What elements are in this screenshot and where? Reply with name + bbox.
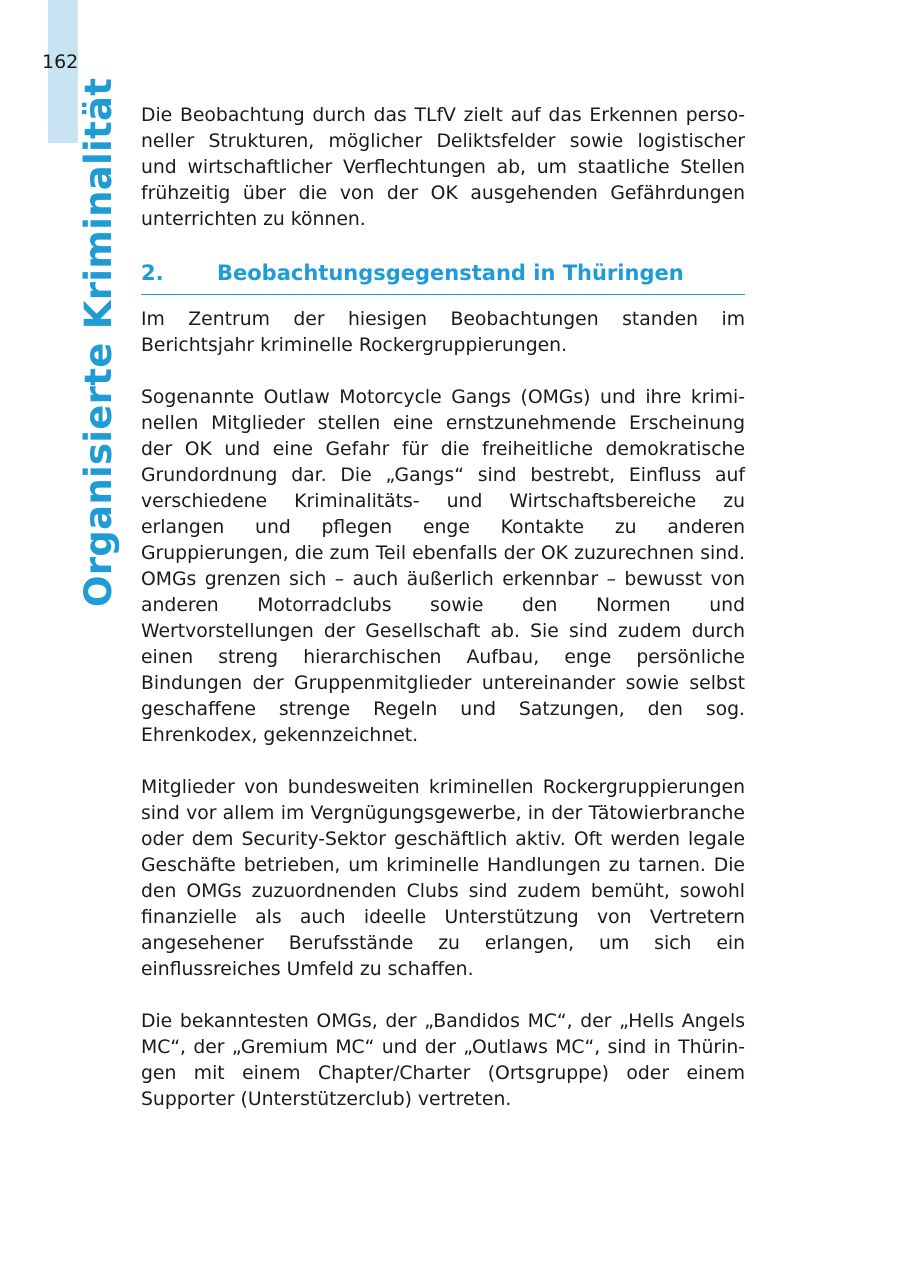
page-number: 162 bbox=[42, 51, 79, 73]
section-label: Organisierte Kriminalität bbox=[77, 77, 120, 607]
heading-title: Beobachtungsgegenstand in Thüringen bbox=[217, 261, 684, 285]
paragraph: Sogenannte Outlaw Motorcycle Gangs (OMGs) und ihre kriminellen Mitglieder stellen eine ernstzunehmende Erscheinung der OK und eine Gefahr für die freiheitliche demokratische Grundordnung dar. Die „Gangs“ sind bestrebt, Einfluss auf verschiedene Kriminalitäts- und Wirtschaftsbereiche zu erlangen und pflegen enge Kontakte zu anderen Gruppierungen, die zum Teil ebenfalls der OK zuzurechnen sind. OMGs grenzen sich – auch äußerlich erkennbar – bewusst von anderen Motorradclubs sowie den Normen und Wertvorstellungen der Gesellschaft ab. Sie sind zudem durch einen streng hierarchischen Aufbau, enge persönliche Bindungen der Gruppenmitglieder untereinander sowie selbst geschaffene strenge Regeln und Satzungen, den sog. Ehrenkodex, gekennzeichnet. bbox=[141, 387, 745, 746]
main-content bbox=[141, 103, 745, 1139]
intro-paragraph: Die Beobachtung durch das TLfV zielt auf das Erkennen personeller Strukturen, möglicher Deliktsfelder sowie logistischer und wirtschaftlicher Verflechtungen ab, um staatliche Stellen frühzeitig über die von der OK ausgehenden Gefährdungen unterrichten zu können. bbox=[141, 105, 745, 230]
heading-number: 2. bbox=[141, 261, 164, 285]
paragraph: Im Zentrum der hiesigen Beobachtungen standen im Berichtsjahr kriminelle Rockergruppierungen. bbox=[141, 309, 745, 356]
section-heading bbox=[141, 259, 745, 295]
paragraph: Die bekanntesten OMGs, der „Bandidos MC“, der „Hells Angels MC“, der „Gremium MC“ und der „Outlaws MC“, sind in Thüringen mit einem Chapter/Charter (Ortsgruppe) oder einem Supporter (Unterstützerclub) vertreten. bbox=[141, 1011, 745, 1110]
paragraph: Mitglieder von bundesweiten kriminellen Rockergruppierungen sind vor allem im Vergnügungsgewerbe, in der Tätowierbranche oder dem Security-Sektor geschäftlich aktiv. Oft werden legale Geschäfte betrieben, um kriminelle Handlungen zu tarnen. Die den OMGs zuzuordnenden Clubs sind zudem bemüht, sowohl finanzielle als auch ideelle Unterstützung von Vertretern angesehener Berufsstände zu erlangen, um sich ein einflussreiches Umfeld zu schaffen. bbox=[141, 777, 745, 980]
